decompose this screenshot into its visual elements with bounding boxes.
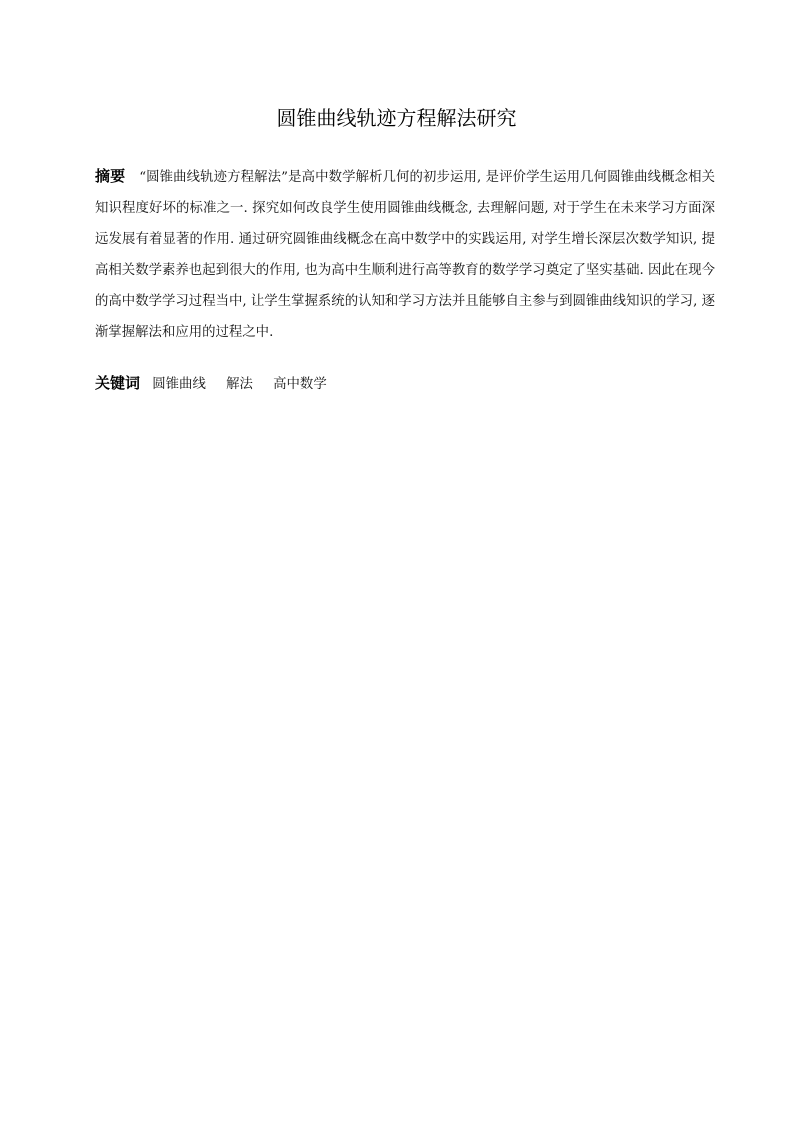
keywords-section xyxy=(95,369,715,399)
abstract-text: “圆锥曲线轨迹方程解法”是高中数学解析几何的初步运用, 是评价学生运用几何圆锥曲线概念相关知识程度好坏的标准之一. 探究如何改良学生使用圆锥曲线概念, 去理解问题, 对于学生在未来学习方面深远发展有着显著的作用. 通过研究圆锥曲线概念在高中数学中的实践运用, 对学生增长深层次数学知识, 提高相关数学素养也起到很大的作用, 也为高中生顺利进行高等教育的数学学习奠定了坚实基础. 因此在现今的高中数学学习过程当中, 让学生掌握系统的认知和学习方法并且能够自主参与到圆锥曲线知识的学习, 逐渐掌握解法和应用的过程之中. xyxy=(95,170,715,340)
keyword-item: 高中数学 xyxy=(273,377,327,392)
keyword-item: 解法 xyxy=(226,377,253,392)
paper-title: 圆锥曲线轨迹方程解法研究 xyxy=(276,106,517,130)
keyword-item: 圆锥曲线 xyxy=(152,377,206,392)
keywords-label: 关键词 xyxy=(95,374,141,392)
abstract-label: 摘要 xyxy=(95,167,126,185)
abstract-section xyxy=(95,161,715,348)
